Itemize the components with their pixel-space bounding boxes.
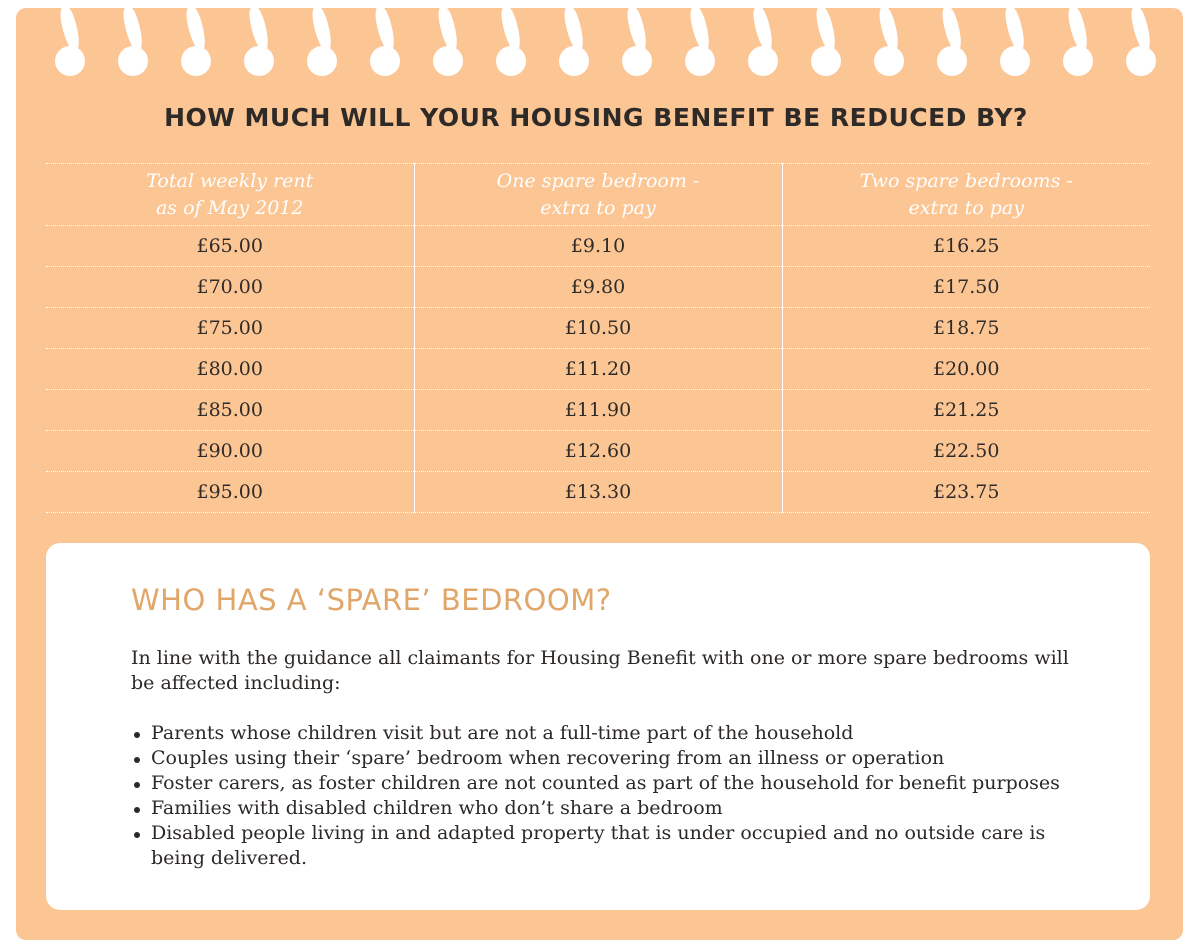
spiral-binding — [16, 8, 1183, 88]
binding-hole-icon — [874, 46, 904, 76]
one-bedroom-cell: £12.60 — [414, 431, 782, 472]
two-bedrooms-cell: £22.50 — [782, 431, 1150, 472]
binding-hole-icon — [55, 46, 85, 76]
one-bedroom-cell: £10.50 — [414, 308, 782, 349]
two-bedrooms-cell: £21.25 — [782, 390, 1150, 431]
section-heading: WHO HAS A ‘SPARE’ BEDROOM? — [131, 583, 612, 617]
binding-hole-icon — [307, 46, 337, 76]
one-bedroom-cell: £13.30 — [414, 472, 782, 513]
binding-hole-icon — [1063, 46, 1093, 76]
list-item: Couples using their ‘spare’ bedroom when recovering from an illness or operation — [131, 746, 1091, 771]
one-bedroom-cell: £11.20 — [414, 349, 782, 390]
binding-hole-icon — [748, 46, 778, 76]
rent-cell: £90.00 — [46, 431, 414, 472]
one-bedroom-cell: £9.10 — [414, 226, 782, 267]
list-item: Families with disabled children who don’t share a bedroom — [131, 796, 1091, 821]
two-bedrooms-cell: £16.25 — [782, 226, 1150, 267]
binding-hole-icon — [559, 46, 589, 76]
binding-hole-icon — [1126, 46, 1156, 76]
table-row — [46, 267, 1150, 308]
two-bedrooms-cell: £23.75 — [782, 472, 1150, 513]
binding-hole-icon — [622, 46, 652, 76]
binding-hole-icon — [370, 46, 400, 76]
list-item: Foster carers, as foster children are not counted as part of the household for benefit purposes — [131, 771, 1091, 796]
two-bedrooms-cell: £18.75 — [782, 308, 1150, 349]
rent-cell: £65.00 — [46, 226, 414, 267]
binding-hole-icon — [118, 46, 148, 76]
table-row — [46, 226, 1150, 267]
binding-hole-icon — [1000, 46, 1030, 76]
spare-bedroom-info-card — [46, 543, 1150, 910]
binding-hole-icon — [496, 46, 526, 76]
column-header-one-bedroom: One spare bedroom - extra to pay — [414, 164, 782, 226]
two-bedrooms-cell: £17.50 — [782, 267, 1150, 308]
list-item: Disabled people living in and adapted property that is under occupied and no outside care is being delivered. — [131, 821, 1091, 871]
two-bedrooms-cell: £20.00 — [782, 349, 1150, 390]
one-bedroom-cell: £11.90 — [414, 390, 782, 431]
reduction-table — [46, 163, 1150, 513]
rent-cell: £85.00 — [46, 390, 414, 431]
binding-hole-icon — [937, 46, 967, 76]
binding-hole-icon — [811, 46, 841, 76]
column-header-two-bedrooms: Two spare bedrooms - extra to pay — [782, 164, 1150, 226]
list-item: Parents whose children visit but are not a full-time part of the household — [131, 721, 1091, 746]
binding-hole-icon — [181, 46, 211, 76]
table-row — [46, 308, 1150, 349]
table-row — [46, 472, 1150, 513]
section-intro: In line with the guidance all claimants for Housing Benefit with one or more spare bedrooms will be affected including: — [131, 647, 1069, 694]
rent-cell: £95.00 — [46, 472, 414, 513]
binding-hole-icon — [244, 46, 274, 76]
one-bedroom-cell: £9.80 — [414, 267, 782, 308]
rent-cell: £80.00 — [46, 349, 414, 390]
rent-cell: £75.00 — [46, 308, 414, 349]
table-header-row — [46, 164, 1150, 226]
page-title: HOW MUCH WILL YOUR HOUSING BENEFIT BE REDUCED BY? — [164, 103, 1028, 132]
rent-cell: £70.00 — [46, 267, 414, 308]
affected-list — [131, 721, 1091, 871]
binding-hole-icon — [685, 46, 715, 76]
column-header-rent: Total weekly rent as of May 2012 — [46, 164, 414, 226]
table-row — [46, 390, 1150, 431]
table-row — [46, 431, 1150, 472]
table-row — [46, 349, 1150, 390]
binding-hole-icon — [433, 46, 463, 76]
